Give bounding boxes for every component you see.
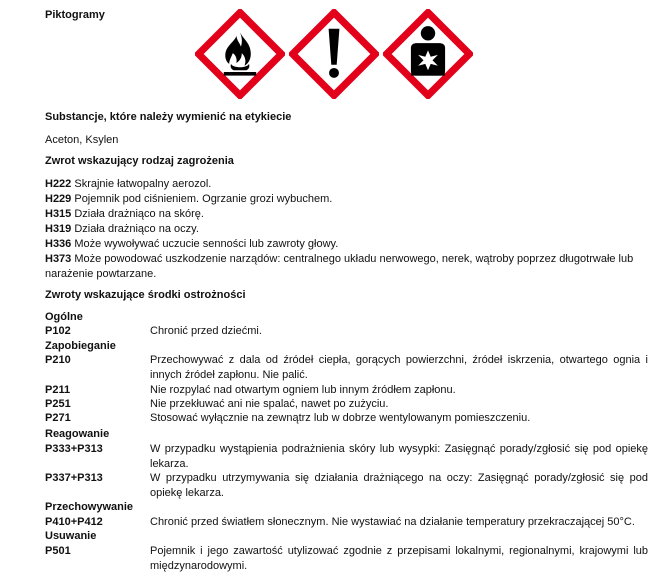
exclamation-icon bbox=[289, 9, 379, 99]
flame-icon bbox=[195, 9, 285, 99]
hazard-statement: H222 Skrajnie łatwopalny aerozol. bbox=[45, 178, 212, 190]
hazard-statement: H319 Działa drażniąco na oczy. bbox=[45, 223, 199, 235]
section-title-pictograms: Piktogramy bbox=[45, 9, 105, 21]
section-storage: Przechowywanie bbox=[45, 501, 134, 513]
section-response: Reagowanie bbox=[45, 428, 110, 440]
section-prevention: Zapobieganie bbox=[45, 340, 116, 352]
section-disposal: Usuwanie bbox=[45, 530, 97, 542]
hazard-statement: H336 Może wywoływać uczucie senności lub zawroty głowy. bbox=[45, 238, 339, 250]
hazard-statement: H315 Działa drażniąco na skórę. bbox=[45, 208, 204, 220]
hazard-statement: H229 Pojemnik pod ciśnieniem. Ogrzanie grozi wybuchem. bbox=[45, 193, 333, 205]
health-hazard-icon bbox=[383, 9, 473, 99]
precaution-heading: Zwroty wskazujące środki ostrożności bbox=[45, 289, 246, 301]
hazard-heading: Zwrot wskazujący rodzaj zagrożenia bbox=[45, 155, 234, 167]
substances-heading: Substancje, które należy wymienić na etykiecie bbox=[45, 111, 292, 123]
hazard-statement: H373 Może powodować uszkodzenie narządów: centralnego układu nerwowego, nerek, wątroby poprzez długotrwałe lub narażenie powtarzane. bbox=[45, 253, 634, 280]
substances-list: Aceton, Ksylen bbox=[45, 134, 119, 146]
section-general: Ogólne bbox=[45, 311, 83, 323]
pictogram-row bbox=[195, 9, 459, 99]
